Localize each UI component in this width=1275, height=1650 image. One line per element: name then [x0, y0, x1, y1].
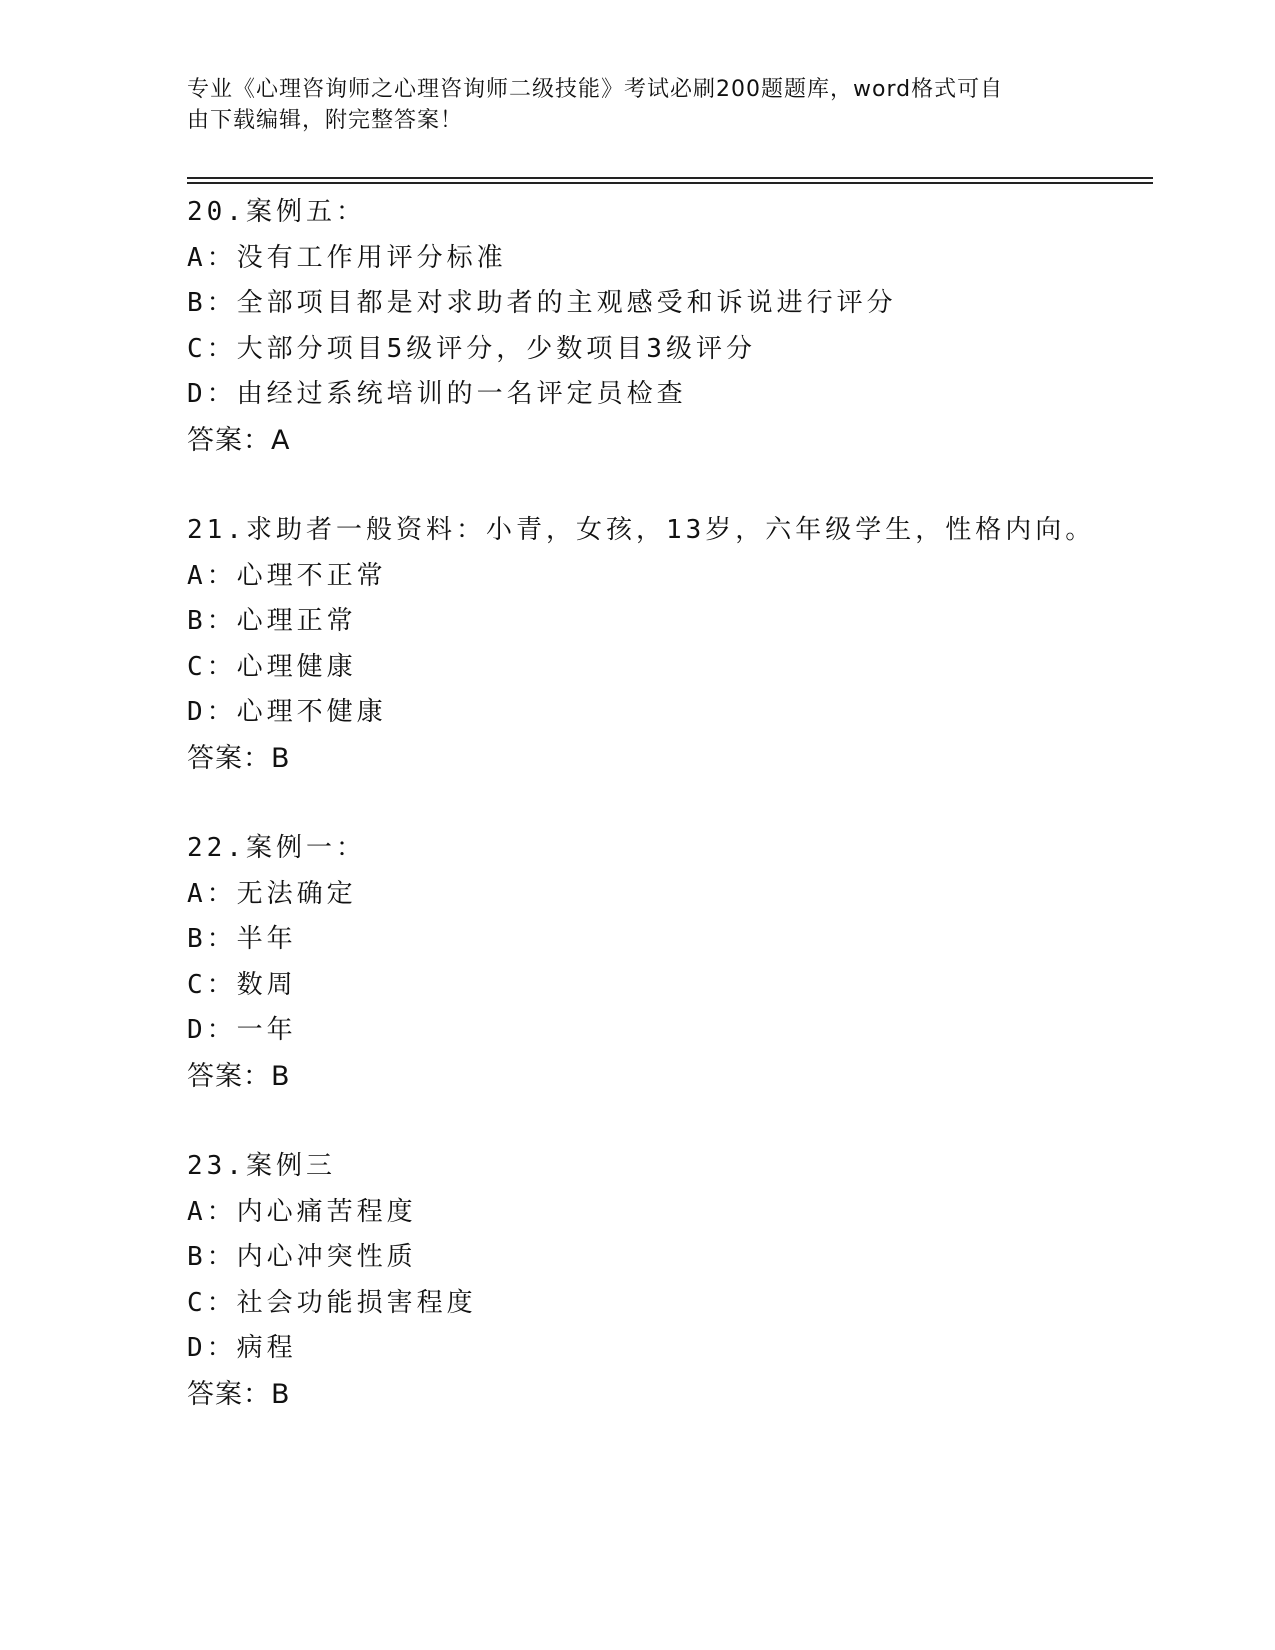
question-stem: 21.求助者一般资料：小青，女孩，13岁，六年级学生，性格内向。: [187, 515, 1096, 545]
option-a: A：心理不正常: [187, 560, 387, 591]
question-stem: 22.案例一：: [187, 833, 366, 863]
option-b: B：内心冲突性质: [187, 1242, 417, 1272]
option-c: C：社会功能损害程度: [187, 1287, 477, 1318]
question-item: [187, 508, 1147, 781]
option-b: B：全部项目都是对求助者的主观感受和诉说进行评分: [187, 288, 897, 318]
question-list: [187, 190, 1147, 1462]
header-line-1: 专业《心理咨询师之心理咨询师二级技能》考试必刷200题题库，word格式可自: [187, 77, 1004, 102]
option-a: A：内心痛苦程度: [187, 1196, 417, 1227]
option-b: B：心理正常: [187, 606, 357, 636]
header-line-2: 由下载编辑，附完整答案！: [187, 108, 464, 133]
option-c: C：大部分项目5级评分，少数项目3级评分: [187, 333, 756, 364]
answer-line: 答案：B: [187, 1378, 291, 1410]
option-c: C：数周: [187, 969, 297, 1000]
question-stem: 23.案例三: [187, 1151, 336, 1181]
answer-line: 答案：B: [187, 1060, 291, 1092]
question-item: [187, 190, 1147, 463]
option-d: D：心理不健康: [187, 697, 387, 727]
answer-line: 答案：A: [187, 424, 291, 456]
option-d: D：病程: [187, 1333, 297, 1363]
question-item: [187, 826, 1147, 1099]
question-stem: 20.案例五：: [187, 197, 366, 227]
option-d: D：由经过系统培训的一名评定员检查: [187, 379, 687, 409]
option-d: D：一年: [187, 1015, 297, 1045]
header-divider-top: [187, 177, 1153, 179]
document-header: [187, 74, 1067, 136]
option-a: A：无法确定: [187, 878, 357, 909]
option-a: A：没有工作用评分标准: [187, 242, 507, 273]
option-c: C：心理健康: [187, 651, 357, 682]
answer-line: 答案：B: [187, 742, 291, 774]
option-b: B：半年: [187, 924, 297, 954]
header-divider-bottom: [187, 182, 1153, 184]
question-item: [187, 1144, 1147, 1417]
